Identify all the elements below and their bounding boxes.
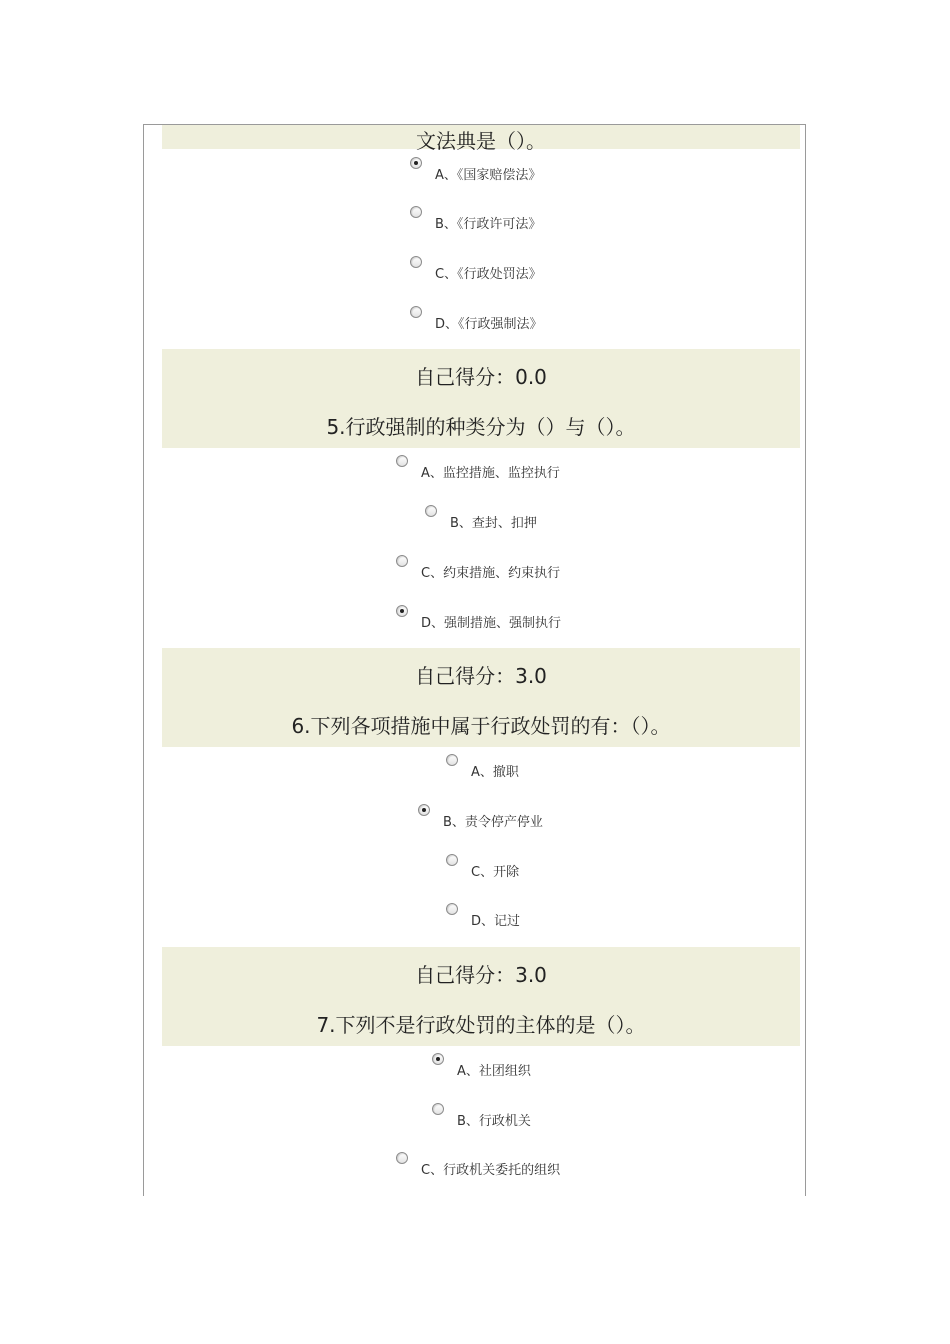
radio-button[interactable]: [446, 754, 458, 766]
option-label: A、撤职: [471, 765, 519, 780]
radio-button[interactable]: [410, 256, 422, 268]
radio-button[interactable]: [410, 206, 422, 218]
question-header: [162, 125, 800, 153]
option-label: D、强制措施、强制执行: [421, 616, 562, 631]
option-label: C、约束措施、约束执行: [421, 566, 561, 581]
option-label: A、监控措施、监控执行: [421, 466, 560, 481]
question-text: 5.行政强制的种类分为（）与（）。: [326, 415, 636, 439]
question-text: 7.下列不是行政处罚的主体的是（）。: [316, 1013, 646, 1037]
radio-button[interactable]: [396, 1152, 408, 1164]
option-label: A、社团组织: [457, 1064, 531, 1079]
question-text: 文法典是（）。: [416, 129, 546, 153]
score-line: 自己得分：3.0: [415, 664, 547, 688]
radio-button[interactable]: [446, 903, 458, 915]
score-line: 自己得分：0.0: [415, 365, 547, 389]
question-header: [162, 349, 800, 448]
option-label: D、《行政强制法》: [435, 317, 543, 332]
option-label: B、查封、扣押: [450, 516, 537, 531]
question-header: [162, 648, 800, 747]
radio-button[interactable]: [410, 306, 422, 318]
radio-dot-icon: [422, 808, 426, 812]
radio-button[interactable]: [446, 854, 458, 866]
radio-button[interactable]: [425, 505, 437, 517]
question-header: [162, 947, 800, 1046]
option-label: D、记过: [471, 914, 521, 929]
option-label: B、责令停产停业: [443, 815, 543, 830]
radio-button[interactable]: [410, 157, 422, 169]
radio-dot-icon: [436, 1057, 440, 1061]
score-line: 自己得分：3.0: [415, 963, 547, 987]
radio-button[interactable]: [396, 555, 408, 567]
radio-button[interactable]: [432, 1053, 444, 1065]
radio-dot-icon: [414, 161, 418, 165]
option-label: C、行政机关委托的组织: [421, 1163, 561, 1178]
question-text: 6.下列各项措施中属于行政处罚的有：（）。: [291, 714, 671, 738]
radio-dot-icon: [400, 609, 404, 613]
option-label: C、开除: [471, 865, 520, 880]
radio-button[interactable]: [396, 455, 408, 467]
radio-button[interactable]: [432, 1103, 444, 1115]
option-label: B、《行政许可法》: [435, 217, 542, 232]
option-label: B、行政机关: [457, 1114, 531, 1129]
option-label: C、《行政处罚法》: [435, 267, 542, 282]
radio-button[interactable]: [396, 605, 408, 617]
radio-button[interactable]: [418, 804, 430, 816]
option-label: A、《国家赔偿法》: [435, 168, 542, 183]
